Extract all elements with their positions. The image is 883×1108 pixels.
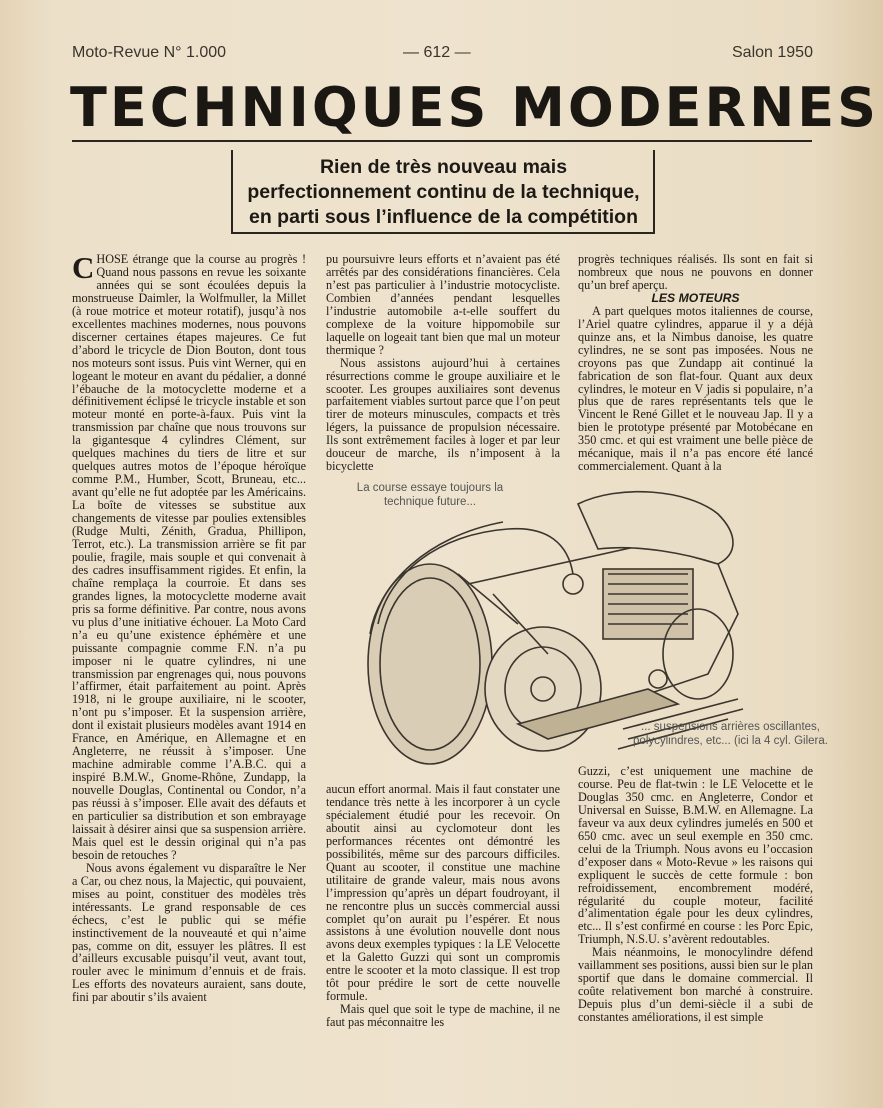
body-paragraph: Guzzi, c’est uniquement une machine de course. Peu de flat-twin : le LE Velocette et le Douglas 350 cmc. en Angleterre, Condor et Universal en Suisse, B.M.W. en Allemagne. La faveur va aux deux cylindres jumelés en 500 et 650 cmc. avec un seul exemple en 350 cmc. celui de la Triumph. Nous avons eu l’occasion d’exposer dans « Moto-Revue » les raisons qui expliquent le succès de cette formule : bon refroidissement, encombrement modéré, régularité du couple moteur, facilité d’alimentation égale pour les deux cylindres, etc... Il s’est confirmé en course : les Porc Epic, Triumph, N.S.U. s’avèrent redoutables. [578,764,813,947]
body-paragraph: CHOSE étrange que la course au progrès ! Quand nous passons en revue les soixante années qui se sont écoulées depuis la monstrueuse Daimler, la Wolfmuller, la Millet (à roue motrice et moteur rotatif), jusqu’à nos excellentes machines modernes, nous pouvons discerner certaines étapes majeures. Ce fut d’abord le tricycle de Dion Bouton, dont tous nos moteurs sont issus. Puis vint Werner, qui en logeant le moteur en avant du pédalier, a donné l’ébauche de la motocyclette moderne et a définitivement éclipsé le tricycle instable et son moteur monté en porte-à-faux. Puis vint la transmission par chaîne que nous trouvons sur la gigantesque 4 cylindres Clément, sur quelques machines du tiers de litre et sur quelques autres motos de l’époque héroïque comme P.M., Humber, Scott, Bruneau, etc... avant qu’elle ne fut adoptée par les Américains. La boîte de vitesses se substitue aux changements de vitesse par poulies extensibles (Rudge Multi, Zénith, Gradua, Phillipon, Terrot, etc.). La transmission arrière se fit par poulie, fragile, mais souple et qui convenait à des cadres insuffisamment rigides. Et enfin, la chaîne remplaça la courroie. Et dans ses grandes lignes, la motocyclette moderne avait pris sa forme définitive. Par contre, nous avons vu plus d’une initiative échouer. La Moto Card n’a eu qu’une existence éphémère et une puissante compagnie comme F.N. n’a pu imposer ni le quatre cylindres, ni une transmission par engrenages qui, nous pouvons l’affirmer, était parfaitement au point. Après 1918, ni le groupe auxiliaire, ni le scooter, n’ont pu s’imposer. Et la suspension arrière, dont il existait plusieurs modèles avant 1914 en France, en Amérique, en Allemagne et en Angleterre, ne réussit à s’imposer. Une machine admirable comme l’A.B.C. qui a inspiré B.M.W., Gnome-Rhône, Zundapp, la nouvelle Douglas, Continental ou Condor, n’a pas réussi à s’imposer. Elle avait des défauts et en particulier sa distribution et son embrayage laissait à désirer ainsi que sa suspension arrière. Mais quel est le dessin original qui n’a pas besoin de retouches ? [72,250,306,862]
body-paragraph: progrès techniques réalisés. Ils sont en fait si nombreux que nous ne pouvons en donner qu’un bref aperçu. [578,252,813,292]
title-rule [72,140,812,142]
drop-cap: C [72,250,95,285]
page-number: — 612 — [403,44,471,61]
column-2-top [326,253,560,473]
issue-section: Salon 1950 [732,44,813,61]
column-2-bottom [326,783,560,1029]
body-paragraph: Mais quel que soit le type de machine, il ne faut pas méconnaitre les [326,1002,560,1030]
body-paragraph: Nous assistons aujourd’hui à certaines résurrections comme le groupe auxiliaire et le scooter. Les groupes auxiliaires sont devenus parfaitement viables surtout parce que l’on peut tirer de moteurs minuscules, compacts et très légers, la puissance de propulsion nécessaire. Ils sont extrêmement faciles à loger et par leur douceur de marche, ils n’imposent à la bicyclette [326,355,560,474]
issue-number: Moto-Revue N° 1.000 [72,44,227,61]
column-3-bottom [578,765,813,1024]
illustration-caption-bottom: ... suspensions arrières oscillantes, polycylindres, etc... (ici la 4 cyl. Gilera. [633,721,828,747]
illustration-caption-top: La course essaye toujours la technique future... [356,482,504,508]
body-paragraph: Nous avons également vu disparaître le Ner a Car, ou chez nous, la Majectic, qui pouvaient, mises au point, constituer des modèles très intéressants. Le grand responsable de ces échecs, c’est le public qui se méfie instinctivement de la nouveauté et qui n’aime pas, comme on dit, essuyer les plâtres. Il est d’ailleurs excusable puisqu’il veut, avant tout, rouler avec le minimum d’ennuis et de frais. Les efforts des novateurs auraient, sans doute, fini par aboutir s’ils avaient [72,860,306,1005]
column-3-top [578,253,813,473]
body-paragraph: Mais néanmoins, le monocylindre défend vaillamment ses positions, aussi bien sur le plan sportif que dans le domaine commercial. Il coûte relativement bon marché à construire. Depuis plus d’un demi-siècle il a subi de constantes améliorations, il est simple [578,945,813,1025]
article-title: TECHNIQUES MODERNES [70,76,880,139]
body-paragraph: A part quelques motos italiennes de course, l’Ariel quatre cylindres, apparue il y a déjà quinze ans, et la Nimbus danoise, les quatre cylindres, ne se sont pas imposées. Nous ne croyons pas que Zundapp ait continué la fabrication de son flat-four. Quant aux deux cylindres, le moteur en V jadis si populaire, n’a plus que de rares représentants tels que le Vincent le René Gillet et le nouveau Jap. Il y a bien le prototype présenté par Motobécane en 350 cmc. et qui est vraiment une belle pièce de mécanique, mais il n’a pas encore été lancé commercialement. Quant à la [578,303,813,474]
column-1 [72,250,306,1005]
section-subhead: LES MOTEURS [651,290,740,305]
body-paragraph: aucun effort anormal. Mais il faut constater une tendance très nette à les incorporer à un cycle spécialement étudié pour les recevoir. On aboutit ainsi au cyclomoteur dont les performances récentes ont démontré les possibilités, même sur des parcours difficiles. Quant au scooter, il constitue une machine utilitaire de grande valeur, mais nous avons l’impression qu’après un départ foudroyant, il ne rencontre plus un succès commercial aussi complet qu’on aurait pu l’espérer. Et nous assistons à une évolution nouvelle dont nous avons deux exemples typiques : la LE Velocette et la Galetto Guzzi qui sont un compromis entre le scooter et la moto classique. Il est trop tôt pour prédire le sort de cette nouvelle formule. [326,782,560,1004]
article-deck: Rien de très nouveau mais perfectionnement continu de la technique, en parti sous l’influence de la compétition [247,156,640,228]
body-paragraph: pu poursuivre leurs efforts et n’avaient pas été arrêtés par des considérations financières. Cela n’est pas particulier à l’industrie motocycliste. Combien d’années pendant lesquelles l’industrie automobile a-t-elle souffert du complexe de la voiture hippomobile sur laquelle on logeait tant bien que mal un moteur thermique ? [326,252,560,357]
